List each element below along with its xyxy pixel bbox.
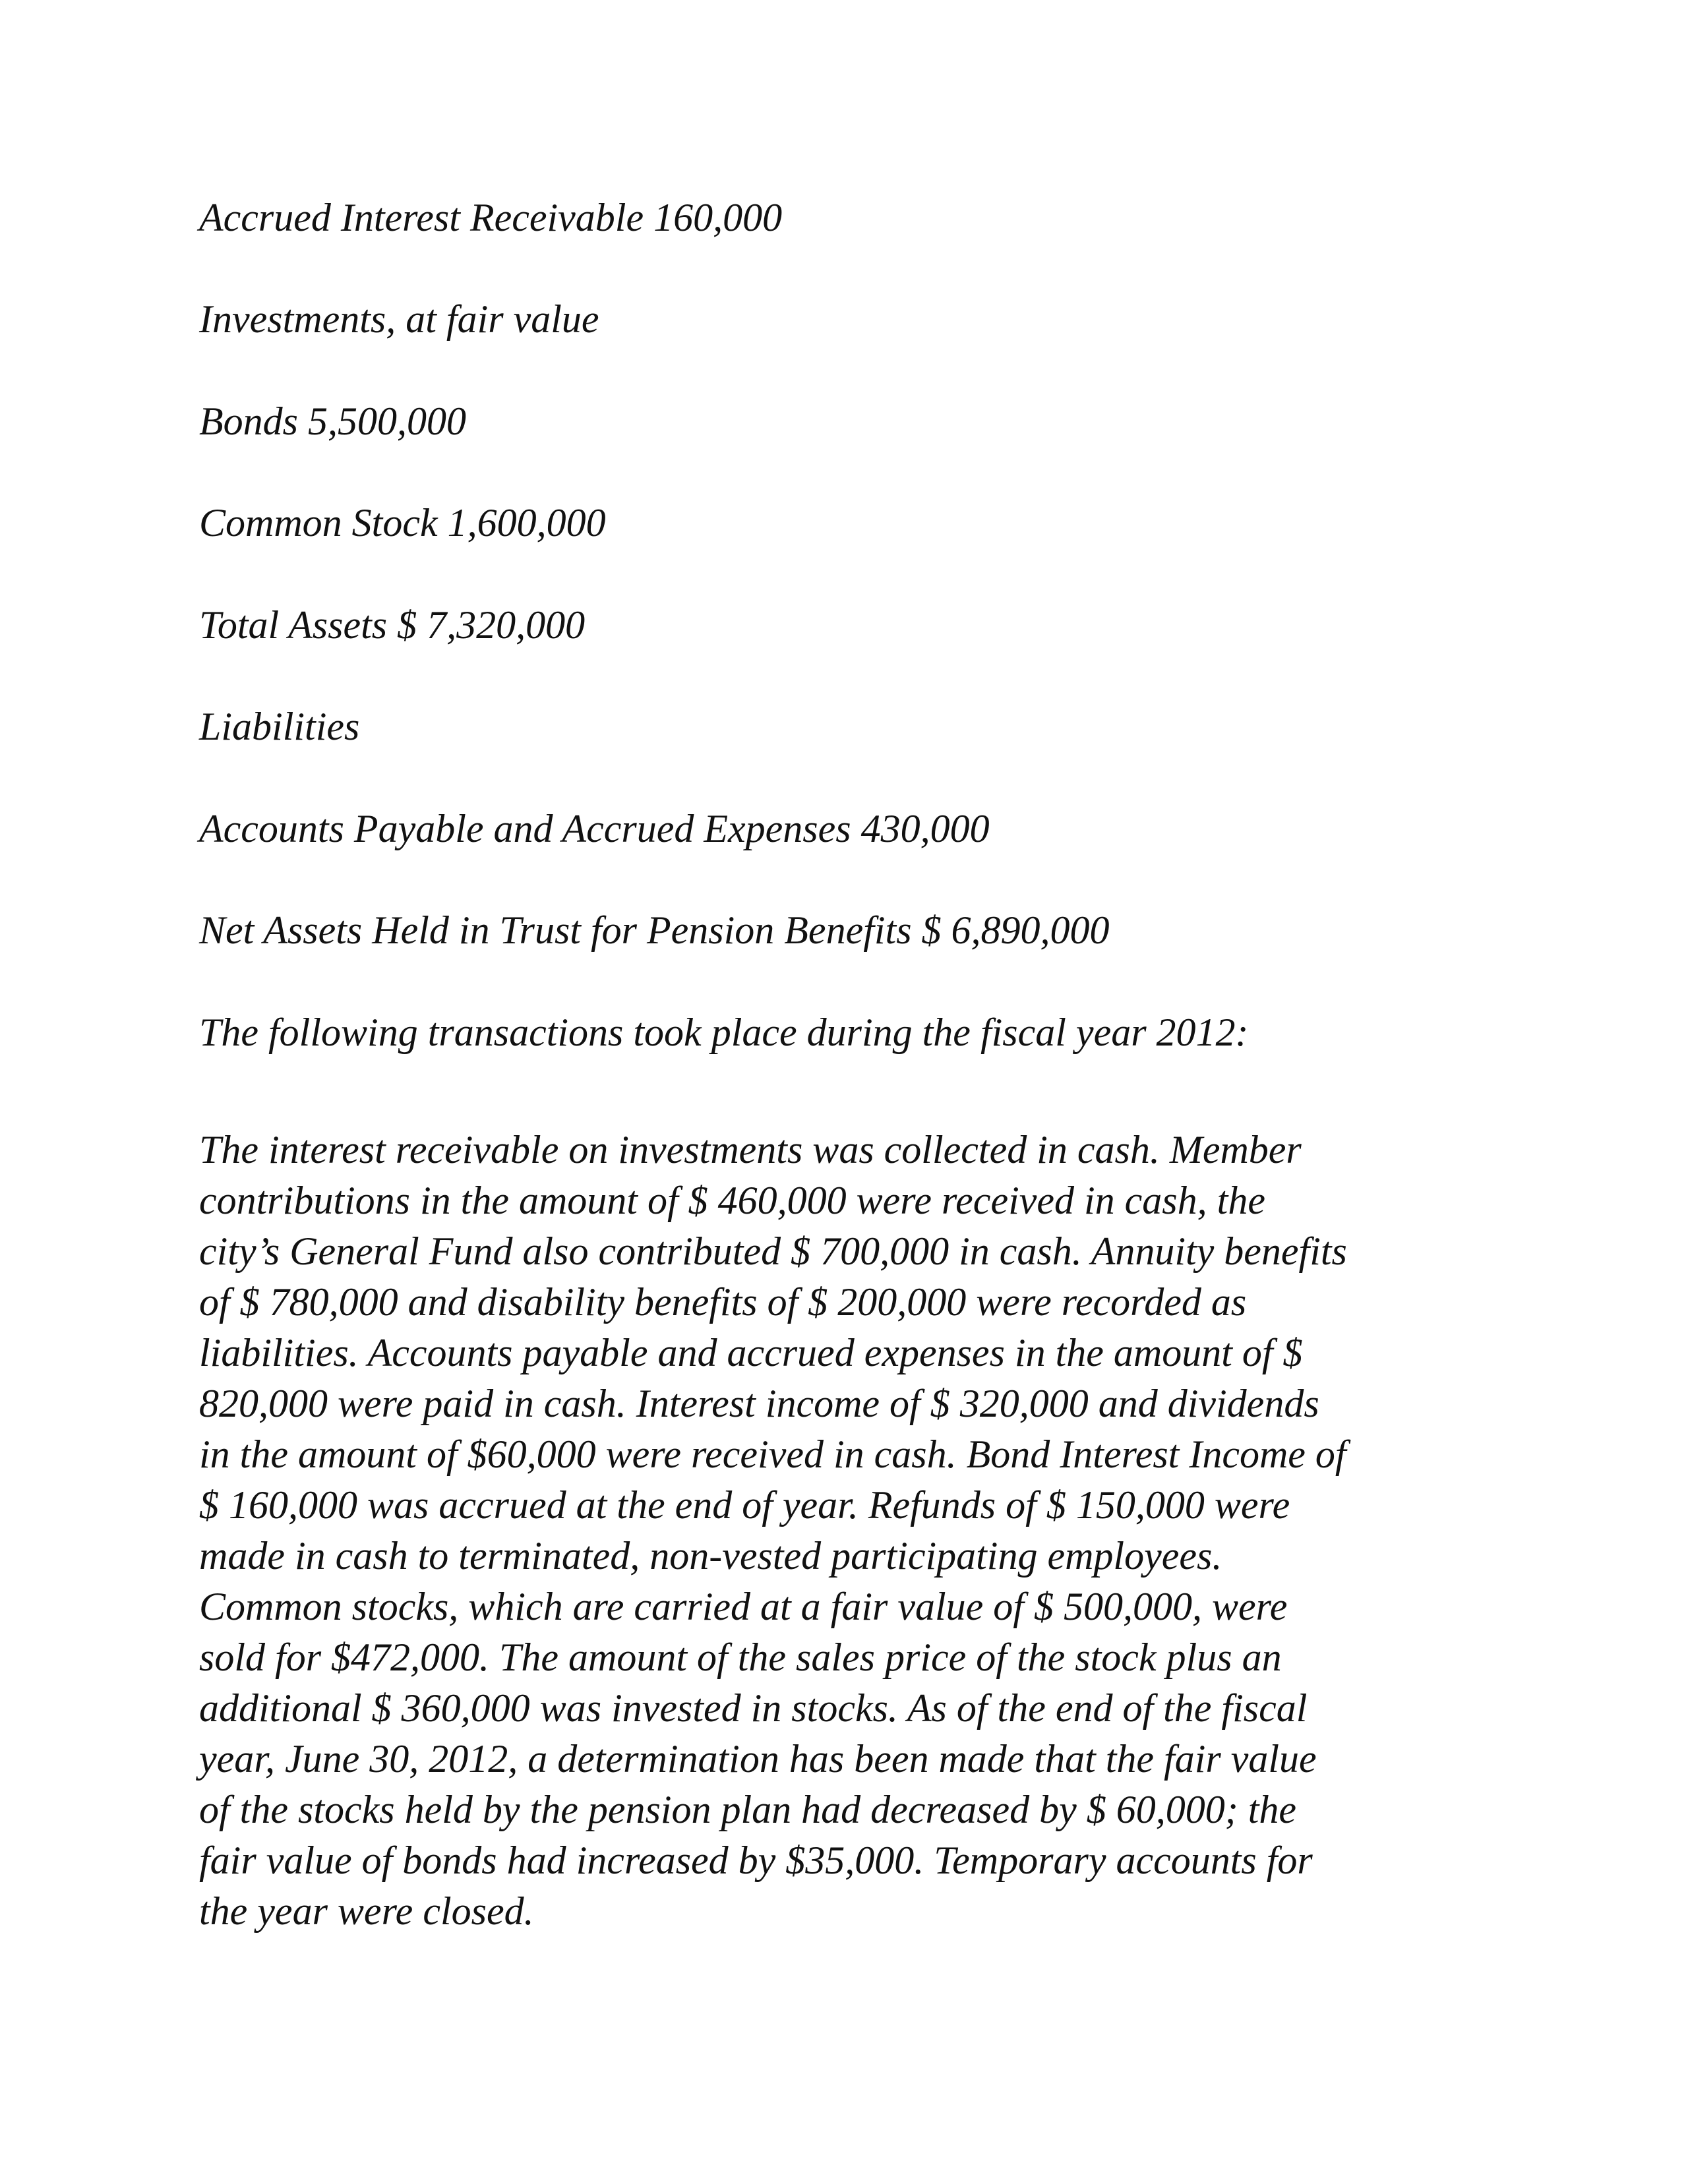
- line-total-assets: Total Assets $ 7,320,000: [199, 603, 586, 647]
- paragraph-line: made in cash to terminated, non-vested participating employees.: [199, 1534, 1222, 1578]
- paragraph-line: The interest receivable on investments was collected in cash. Member: [199, 1128, 1302, 1171]
- paragraph-line: fair value of bonds had increased by $35,000. Temporary accounts for: [199, 1839, 1313, 1882]
- paragraph-line: city’s General Fund also contributed $ 700,000 in cash. Annuity benefits: [199, 1229, 1347, 1273]
- paragraph-line: additional $ 360,000 was invested in stocks. As of the end of the fiscal: [199, 1686, 1308, 1730]
- line-liabilities-heading: Liabilities: [199, 705, 360, 748]
- line-common-stock: Common Stock 1,600,000: [199, 501, 606, 545]
- paragraph-line: of $ 780,000 and disability benefits of $ 200,000 were recorded as: [199, 1280, 1247, 1324]
- paragraph-line: Common stocks, which are carried at a fair value of $ 500,000, were: [199, 1585, 1288, 1628]
- line-investments-heading: Investments, at fair value: [199, 297, 599, 341]
- paragraph-line: of the stocks held by the pension plan had decreased by $ 60,000; the: [199, 1788, 1297, 1831]
- paragraph-line: liabilities. Accounts payable and accrued expenses in the amount of $: [199, 1331, 1303, 1374]
- paragraph-line: sold for $472,000. The amount of the sales price of the stock plus an: [199, 1636, 1282, 1679]
- line-accounts-payable: Accounts Payable and Accrued Expenses 430,000: [199, 807, 990, 850]
- paragraph-line: $ 160,000 was accrued at the end of year. Refunds of $ 150,000 were: [199, 1483, 1290, 1527]
- line-accrued-interest: Accrued Interest Receivable 160,000: [199, 196, 783, 239]
- paragraph-line: contributions in the amount of $ 460,000 were received in cash, the: [199, 1179, 1265, 1222]
- paragraph-line: the year were closed.: [199, 1889, 534, 1933]
- line-net-assets: Net Assets Held in Trust for Pension Benefits $ 6,890,000: [199, 908, 1110, 952]
- paragraph-line: in the amount of $60,000 were received in cash. Bond Interest Income of: [199, 1432, 1346, 1476]
- transactions-paragraph: [199, 1125, 1511, 1937]
- line-transactions-intro: The following transactions took place during the fiscal year 2012:: [199, 1011, 1249, 1054]
- paragraph-line: 820,000 were paid in cash. Interest income of $ 320,000 and dividends: [199, 1382, 1319, 1425]
- paragraph-line: year, June 30, 2012, a determination has been made that the fair value: [199, 1737, 1317, 1781]
- line-bonds: Bonds 5,500,000: [199, 399, 466, 443]
